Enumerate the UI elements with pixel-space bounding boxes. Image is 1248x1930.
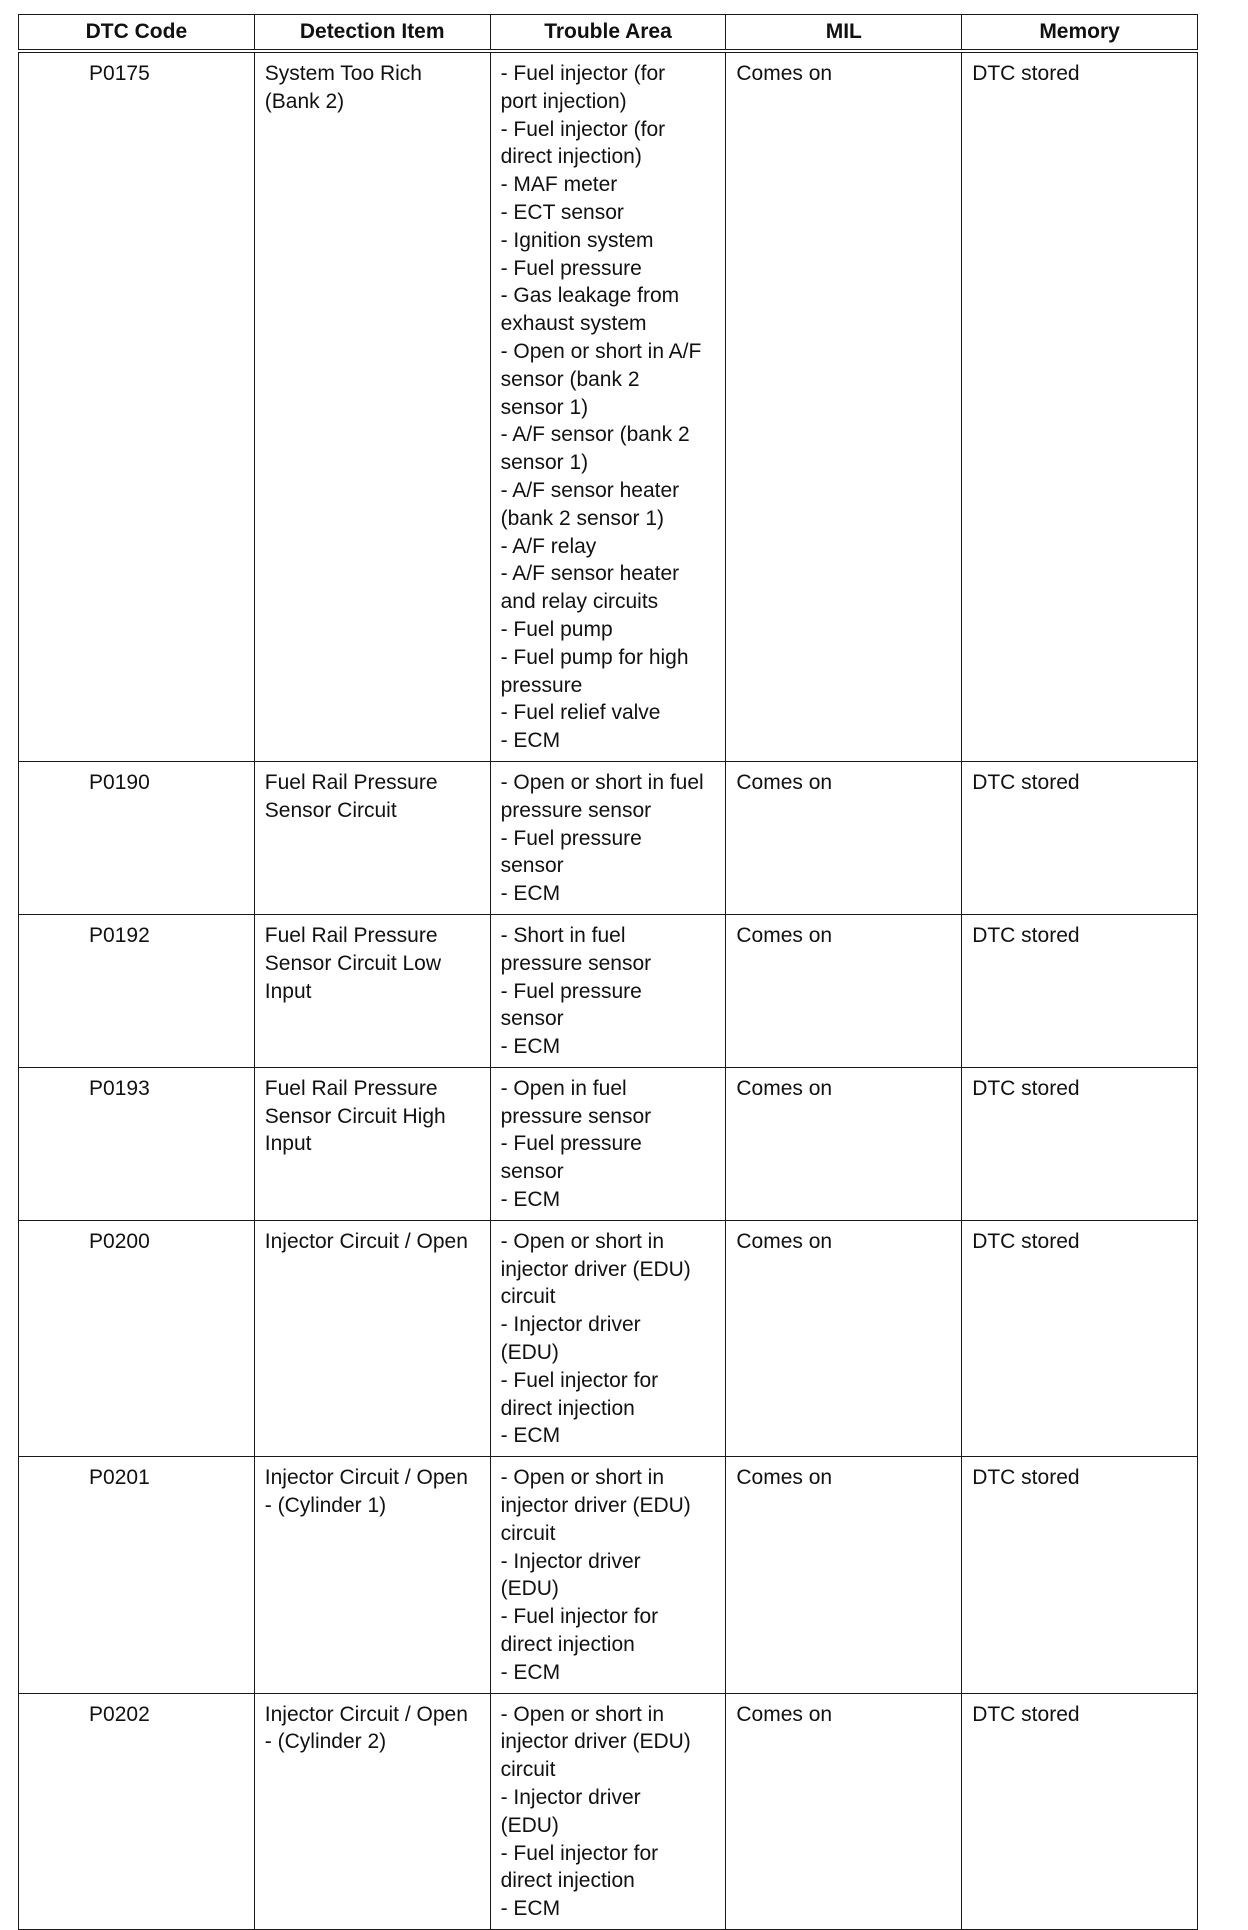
trouble-area-line: - Open in fuel: [500, 1076, 627, 1100]
trouble-area-line: pressure sensor: [500, 798, 652, 822]
trouble-area-line: - Ignition system: [500, 228, 654, 252]
dtc-code-cell: P0175: [19, 51, 255, 761]
memory-cell: DTC stored: [962, 1693, 1198, 1929]
dtc-code-cell: P0193: [19, 1067, 255, 1220]
trouble-area-line: - ECM: [500, 1035, 561, 1059]
trouble-area-line: - A/F sensor (bank 2: [500, 423, 690, 447]
trouble-area-line: - Fuel pressure: [500, 826, 642, 850]
trouble-area-line: - Injector driver: [500, 1786, 641, 1810]
trouble-area-line: - MAF meter: [500, 173, 618, 197]
trouble-area-line: - Open or short in A/F: [500, 339, 702, 363]
trouble-area-cell: [490, 1220, 726, 1456]
detection-item-cell: [254, 761, 490, 914]
header-trouble-area: Trouble Area: [490, 15, 726, 52]
dtc-code-cell: P0200: [19, 1220, 255, 1456]
detection-item-line: Sensor Circuit: [264, 798, 397, 822]
trouble-area-line: sensor: [500, 1007, 564, 1031]
trouble-area-line: injector driver (EDU): [500, 1494, 691, 1518]
detection-item-line: Input: [264, 1132, 312, 1156]
detection-item-line: Sensor Circuit High: [264, 1104, 446, 1128]
trouble-area-line: - Open or short in: [500, 1466, 664, 1490]
trouble-area-line: - Open or short in: [500, 1229, 664, 1253]
header-detection-item: Detection Item: [254, 15, 490, 52]
detection-item-line: Injector Circuit / Open: [264, 1229, 468, 1253]
trouble-area-line: - ECM: [500, 1660, 561, 1684]
detection-item-line: Fuel Rail Pressure: [264, 1076, 438, 1100]
trouble-area-line: (bank 2 sensor 1): [500, 506, 665, 530]
detection-item-line: - (Cylinder 1): [264, 1494, 387, 1518]
trouble-area-line: - Fuel pressure: [500, 256, 642, 280]
trouble-area-line: sensor 1): [500, 395, 589, 419]
detection-item-line: Input: [264, 979, 312, 1003]
detection-item-cell: [254, 914, 490, 1067]
trouble-area-line: exhaust system: [500, 312, 647, 336]
trouble-area-line: - Open or short in: [500, 1702, 664, 1726]
detection-item-line: Fuel Rail Pressure: [264, 770, 438, 794]
trouble-area-line: - Fuel injector for: [500, 1605, 659, 1629]
trouble-area-line: - A/F relay: [500, 534, 597, 558]
trouble-area-line: - Fuel injector for: [500, 1368, 659, 1392]
trouble-area-line: - Fuel pump: [500, 617, 613, 641]
trouble-area-line: - A/F sensor heater: [500, 562, 680, 586]
trouble-area-line: (EDU): [500, 1341, 559, 1365]
trouble-area-cell: [490, 51, 726, 761]
trouble-area-line: - Fuel pressure: [500, 1132, 642, 1156]
detection-item-line: Fuel Rail Pressure: [264, 923, 438, 947]
mil-cell: Comes on: [726, 1693, 962, 1929]
dtc-code-cell: P0201: [19, 1457, 255, 1693]
memory-cell: DTC stored: [962, 51, 1198, 761]
trouble-area-line: - Fuel injector for: [500, 1841, 659, 1865]
memory-cell: DTC stored: [962, 1457, 1198, 1693]
mil-cell: Comes on: [726, 1220, 962, 1456]
dtc-code-cell: P0202: [19, 1693, 255, 1929]
trouble-area-line: direct injection: [500, 1869, 635, 1893]
trouble-area-line: - Fuel injector (for: [500, 117, 666, 141]
detection-item-cell: [254, 1457, 490, 1693]
trouble-area-line: - ECM: [500, 729, 561, 753]
trouble-area-line: - Open or short in fuel: [500, 770, 704, 794]
trouble-area-line: - A/F sensor heater: [500, 478, 680, 502]
trouble-area-line: - ECM: [500, 1424, 561, 1448]
document-page: [18, 14, 1197, 1930]
detection-item-cell: [254, 1220, 490, 1456]
detection-item-line: System Too Rich: [264, 62, 422, 85]
trouble-area-line: sensor: [500, 1160, 564, 1184]
dtc-code-cell: P0190: [19, 761, 255, 914]
trouble-area-cell: [490, 914, 726, 1067]
trouble-area-line: - ECT sensor: [500, 200, 624, 224]
trouble-area-line: circuit: [500, 1758, 556, 1782]
header-memory: Memory: [962, 15, 1198, 52]
trouble-area-line: pressure sensor: [500, 1104, 652, 1128]
header-mil: MIL: [726, 15, 962, 52]
mil-cell: Comes on: [726, 51, 962, 761]
mil-cell: Comes on: [726, 761, 962, 914]
trouble-area-line: sensor 1): [500, 451, 589, 475]
trouble-area-line: - Fuel pressure: [500, 979, 642, 1003]
trouble-area-line: - ECM: [500, 1188, 561, 1212]
table-body: [19, 51, 1198, 1930]
table-row: [19, 51, 1198, 761]
detection-item-cell: [254, 1067, 490, 1220]
trouble-area-cell: [490, 1457, 726, 1693]
table-row: [19, 1693, 1198, 1929]
trouble-area-line: direct injection: [500, 1633, 635, 1657]
trouble-area-line: injector driver (EDU): [500, 1730, 691, 1754]
table-row: [19, 1457, 1198, 1693]
mil-cell: Comes on: [726, 914, 962, 1067]
table-row: [19, 1220, 1198, 1456]
dtc-code-cell: P0192: [19, 914, 255, 1067]
trouble-area-line: - ECM: [500, 1897, 561, 1921]
trouble-area-line: sensor: [500, 854, 564, 878]
header-dtc-code: DTC Code: [19, 15, 255, 52]
table-row: [19, 1067, 1198, 1220]
trouble-area-line: circuit: [500, 1521, 556, 1545]
memory-cell: DTC stored: [962, 914, 1198, 1067]
trouble-area-line: pressure sensor: [500, 951, 652, 975]
detection-item-line: - (Cylinder 2): [264, 1730, 387, 1754]
detection-item-line: Sensor Circuit Low: [264, 951, 442, 975]
table-header: [19, 15, 1198, 52]
detection-item-line: (Bank 2): [264, 89, 345, 113]
memory-cell: DTC stored: [962, 761, 1198, 914]
mil-cell: Comes on: [726, 1457, 962, 1693]
detection-item-cell: [254, 51, 490, 761]
trouble-area-line: - Injector driver: [500, 1549, 641, 1573]
trouble-area-line: - Fuel relief valve: [500, 701, 661, 725]
table-row: [19, 914, 1198, 1067]
detection-item-line: Injector Circuit / Open: [264, 1466, 468, 1490]
trouble-area-line: - Short in fuel: [500, 923, 626, 947]
trouble-area-cell: [490, 1067, 726, 1220]
memory-cell: DTC stored: [962, 1067, 1198, 1220]
trouble-area-line: and relay circuits: [500, 590, 659, 614]
trouble-area-line: - Fuel pump for high: [500, 645, 689, 669]
trouble-area-cell: [490, 761, 726, 914]
trouble-area-cell: [490, 1693, 726, 1929]
trouble-area-line: - Injector driver: [500, 1313, 641, 1337]
trouble-area-line: pressure: [500, 673, 583, 697]
trouble-area-line: - Gas leakage from: [500, 284, 680, 308]
trouble-area-line: (EDU): [500, 1577, 559, 1601]
trouble-area-line: direct injection): [500, 145, 642, 169]
header-row: [19, 15, 1198, 52]
trouble-area-line: - Fuel injector (for: [500, 62, 666, 85]
trouble-area-line: (EDU): [500, 1813, 559, 1837]
trouble-area-line: injector driver (EDU): [500, 1257, 691, 1281]
trouble-area-line: - ECM: [500, 882, 561, 906]
detection-item-cell: [254, 1693, 490, 1929]
trouble-area-line: direct injection: [500, 1396, 635, 1420]
trouble-area-line: sensor (bank 2: [500, 367, 640, 391]
trouble-area-line: port injection): [500, 89, 627, 113]
table-row: [19, 761, 1198, 914]
detection-item-line: Injector Circuit / Open: [264, 1702, 468, 1726]
dtc-table: [18, 14, 1198, 1930]
trouble-area-line: circuit: [500, 1285, 556, 1309]
mil-cell: Comes on: [726, 1067, 962, 1220]
memory-cell: DTC stored: [962, 1220, 1198, 1456]
